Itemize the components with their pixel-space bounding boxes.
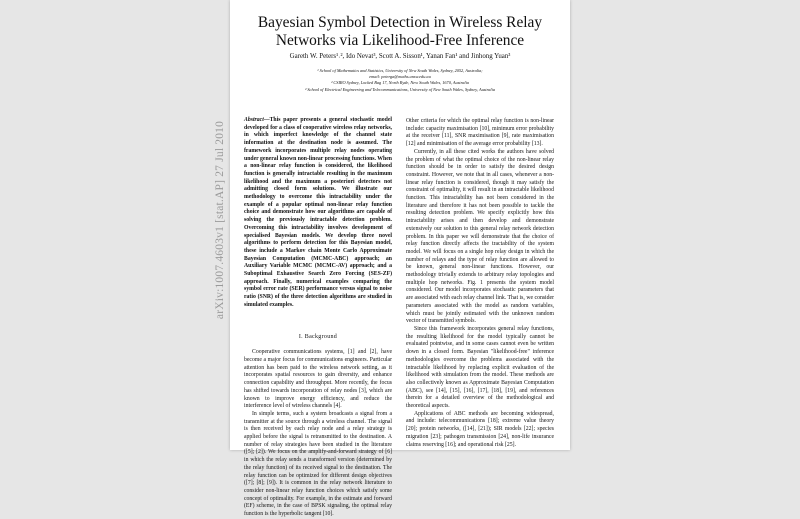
- left-column: [244, 117, 392, 518]
- abstract: [244, 117, 392, 310]
- body-paragraph: Since this framework incorporates general relay functions, the resulting likelihood for the model typically cannot be evaluated pointwise, and in some cases cannot even be written down in a closed form. Bayesian "likelihood-free" inference methodologies overcome the problems associated with the intractable likelihood by replacing explicit evaluation of the likelihood with simulation from the model. These methods are also collectively known as Approximate Bayesian Computation (ABC), see [14], [15], [16], [17], [18], [19], and references therein for a detailed overview of the methodological and theoretical aspects.: [406, 325, 554, 410]
- abstract-label: Abstract: [244, 117, 264, 123]
- section-heading: I. Background: [298, 333, 338, 340]
- body-paragraph: Currently, in all these cited works the authors have solved the problem of what the optimal choice of the non-linear relay function should be in order to satisfy the desired design constraint. However, we note that in all cases, whenever a non-linear relay function is considered, though it may satisfy the constraint of optimality, it will result in an intractable likelihood function. This intractability has not been considered in the literature and therefore it has not been possible to tackle the resulting detection problem. We specify explicitly how this intractability arises and then develop and demonstrate extensively our solution to this general relay network detection problem. In this paper we will demonstrate that the choice of relay function directly affects the tractability of the system model. We will focus on a single hop relay design in which the number of relays and the type of relay function are allowed to be known, general non-linear functions. However, our methodology trivially extends to arbitrary relay topologies and multiple hop networks. Fig. 1 presents the system model considered. Our model incorporates stochastic parameters that are associated with each relay channel link. That is, we consider parameters associated with the model as random variables, which must be jointly estimated with the unknown random vector of transmitted symbols.: [406, 148, 554, 325]
- affiliation-line: ¹ School of Mathematics and Statistics, University of New South Wales, Sydney, 2052, Australia;: [317, 68, 483, 73]
- arxiv-stamp: [210, 105, 230, 335]
- paper-page: [230, 0, 570, 518]
- affiliation-line: email: peterga@maths.unsw.edu.au: [369, 74, 431, 80]
- arxiv-stamp-text: arXiv:1007.4603v1 [stat.AP] 27 Jul 2010: [214, 120, 226, 320]
- abstract-text: —This paper presents a general stochastic model developed for a class of cooperative wireless relay networks, in which imperfect knowledge of the channel state information at the destination node is assumed. The framework incorporates multiple relay nodes operating under general known non-linear processing functions. When a non-linear relay function is considered, the likelihood function is generally intractable resulting in the maximum likelihood and the maximum a posteriori detectors not admitting closed form solutions. We illustrate our methodology to overcome this intractability under the example of a popular optimal non-linear relay function choice and demonstrate how our algorithms are capable of solving the previously intractable detection problem. Overcoming this intractability involves development of specialised Bayesian models. We develop three novel algorithms to perform detection for this Bayesian model, these include a Markov chain Monte Carlo Approximate Bayesian Computation (MCMC-ABC) approach; an Auxiliary Variable MCMC (MCMC-AV) approach; and a Suboptimal Exhaustive Search Zero Forcing (SES-ZF) approach. Finally, numerical examples comparing the symbol error rate (SER) performance versus signal to noise ratio (SNR) of the three detection algorithms are studied in simulated examples.: [244, 117, 392, 308]
- affiliations: [240, 68, 560, 93]
- right-column: [406, 118, 554, 451]
- paper-authors: Gareth W. Peters¹˒², Ido Nevat³, Scott A. Sisson¹, Yanan Fan¹ and Jinhong Yuan³: [289, 53, 511, 60]
- affiliation-line: ² CSIRO Sydney, Locked Bag 17, North Ryde, New South Wales, 1670, Australia: [331, 80, 469, 86]
- body-paragraph: Other criteria for which the optimal relay function is non-linear include: capacity maximisation [10], minimum error probability at the receiver [11], SNR maximisation [9], rate maximisation [12] and minimisation of the average error probability [13].: [406, 118, 554, 148]
- affiliation-line: ³ School of Electrical Engineering and Telecommunications, University of New South Wales, Sydney, Australia: [305, 86, 495, 92]
- paper-title: Bayesian Symbol Detection in Wireless Relay Networks via Likelihood-Free Inference: [257, 14, 543, 49]
- body-paragraph: Applications of ABC methods are becoming widespread, and include: telecommunications [18]; extreme value theory [20]; protein networks, ([14], [21]); SIR models [22]; species migration [23]; pathogen transmission [24], non-life insurance claims reserving [16]; and operational risk [25].: [406, 410, 554, 448]
- body-paragraph: In simple terms, such a system broadcasts a signal from a transmitter at the source through a wireless channel. The signal is then received by each relay node and a relay strategy is applied before the signal is retransmitted to the destination. A number of relay strategies have been studied in the literature ([5]; [2]). We focus on the amplify-and-forward strategy of [6] in which the relay sends a transformed version (determined by the relay function) of its received signal to the destination. The relay function can be optimized for different design objectives ([7]; [8]; [9]). It is common in the relay network literature to consider non-linear relay function choices which satisfy some concept of optimality. For example, in the estimate and forward (EF) scheme, in the case of BPSK signaling, the optimal relay function is the hyperbolic tangent [10].: [244, 410, 392, 518]
- body-paragraph: Cooperative communications systems, [1] and [2], have become a major focus for communications engineers. Particular attention has been paid to the wireless network setting, as it incorporates spatial resources to gain diversity, and enhance connection capability and throughput. More recently, the focus has shifted towards incorporation of relay nodes [3], which are known to improve energy efficiency, and reduce the interference level of wireless channels [4].: [244, 349, 392, 410]
